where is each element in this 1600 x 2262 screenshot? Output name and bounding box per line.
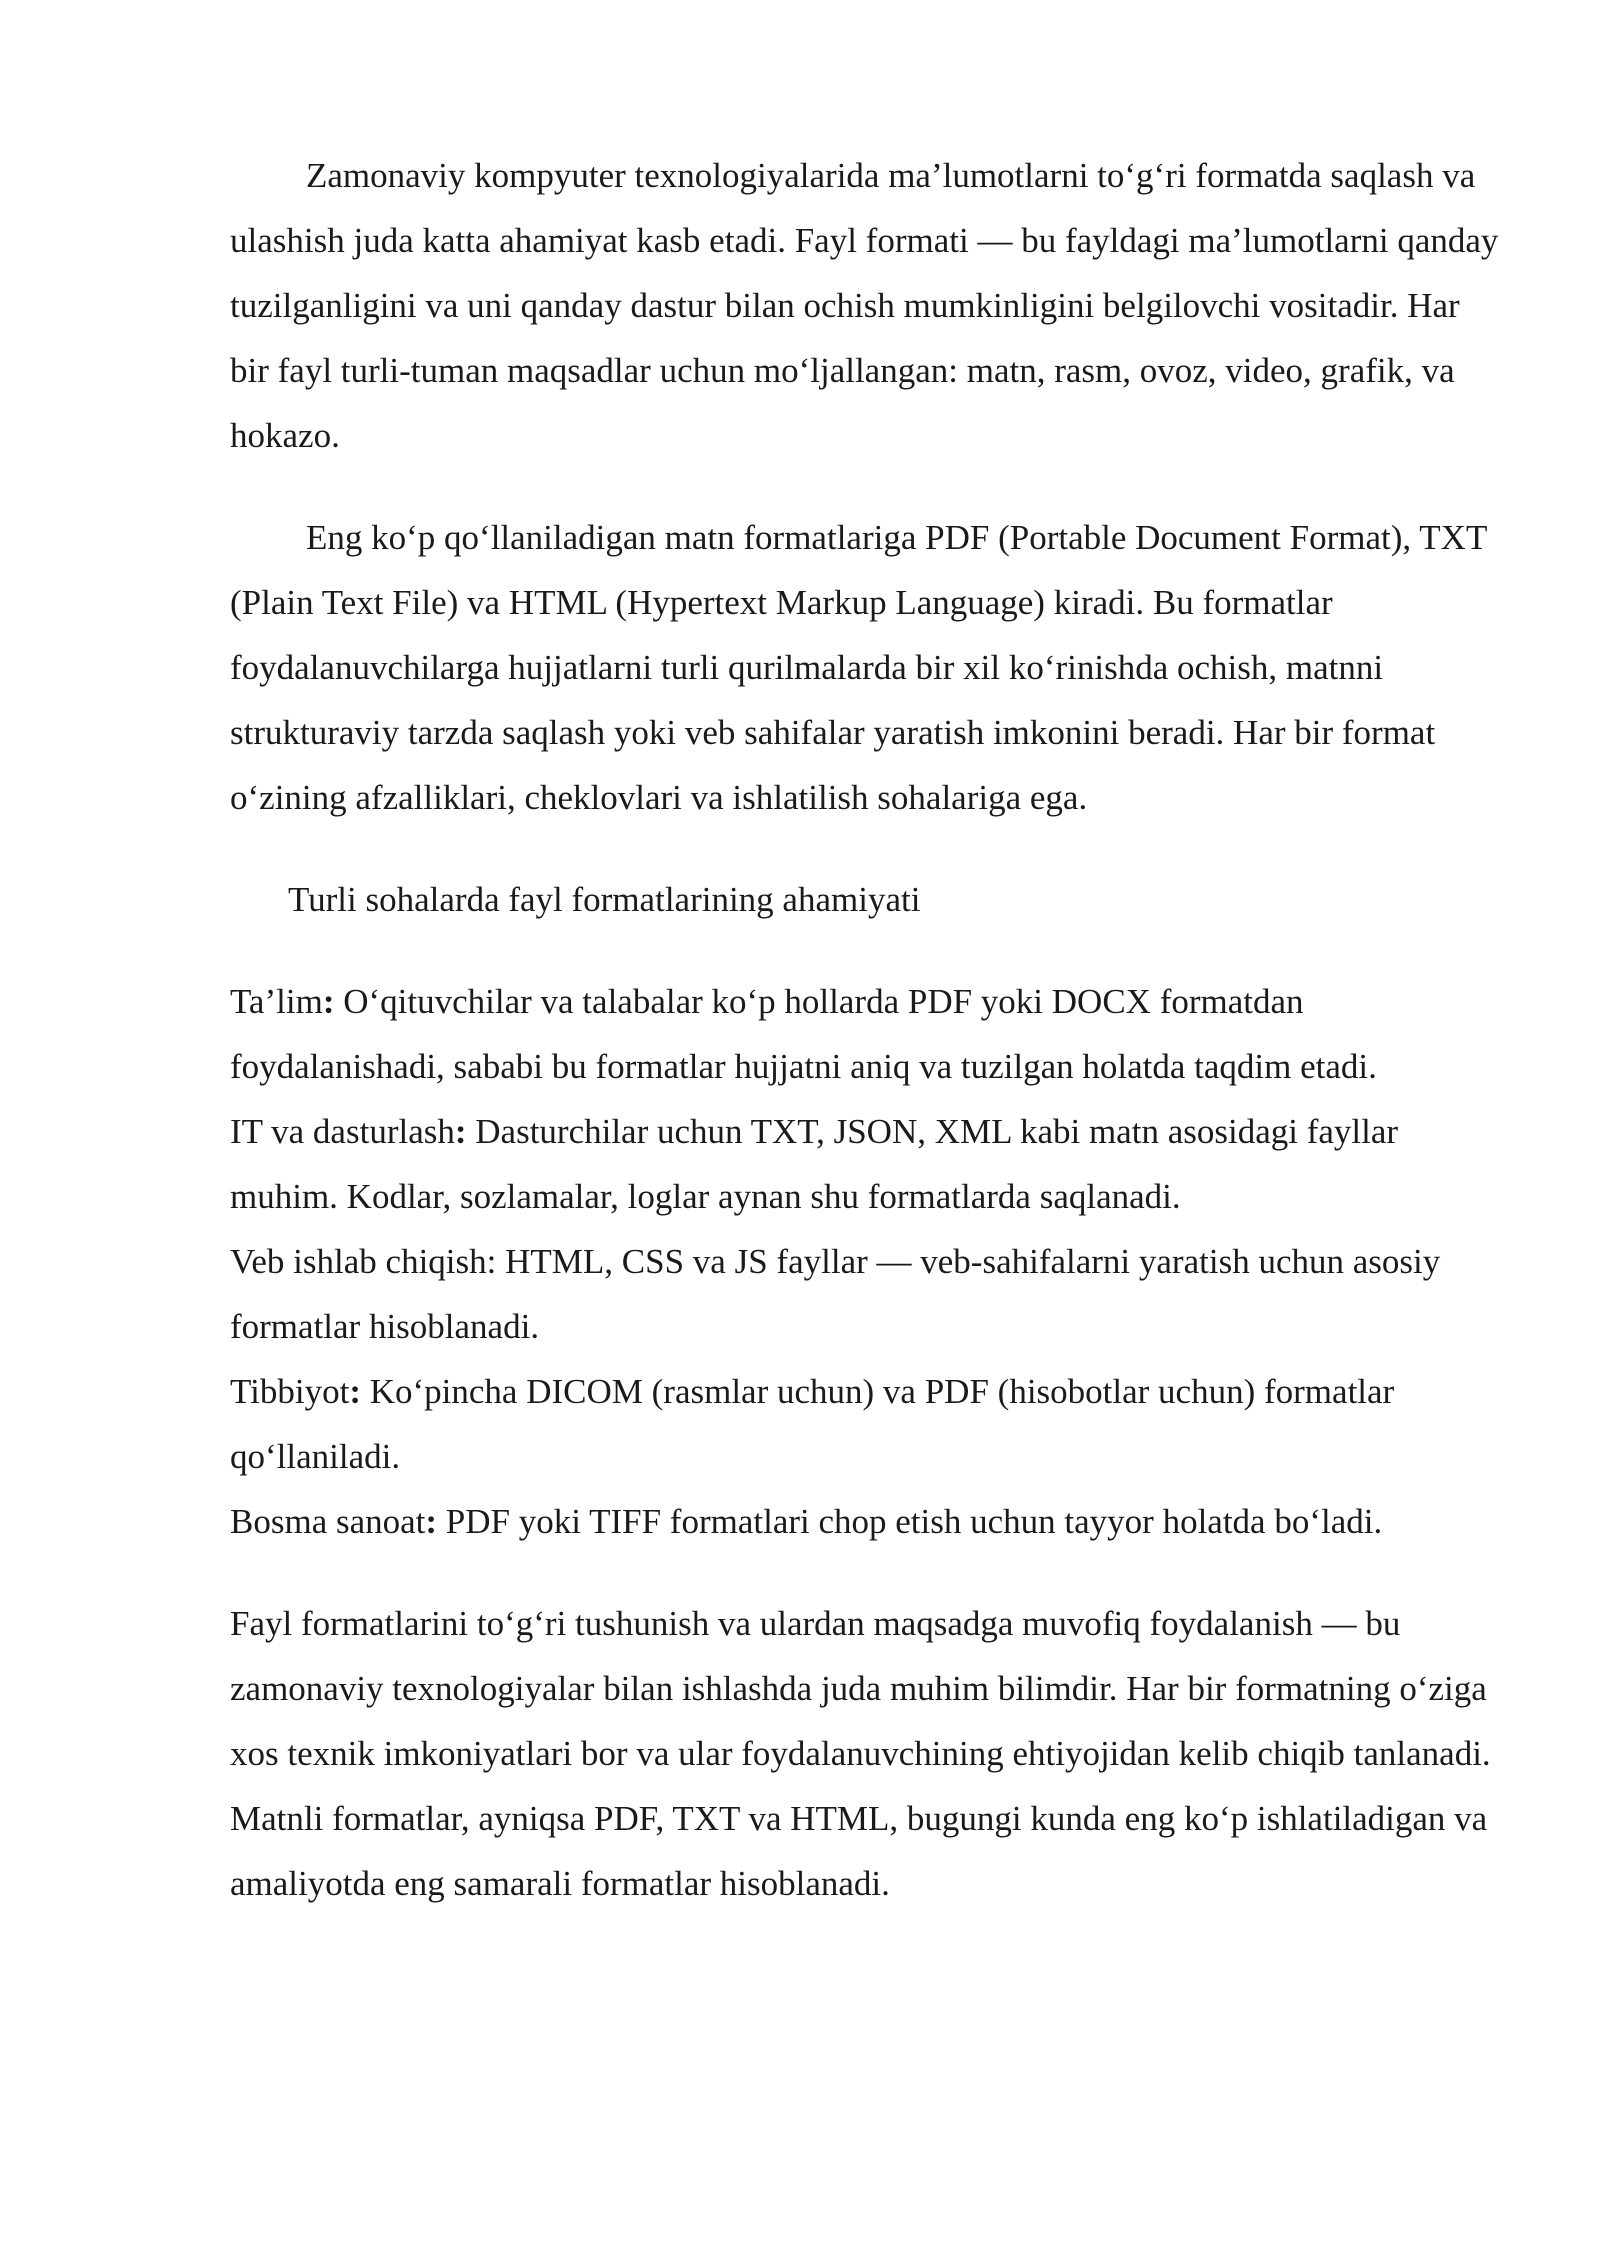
conclusion-paragraph: Fayl formatlarini to‘g‘ri tushunish va ulardan maqsadga muvofiq foydalanish — bu zamonaviy texnologiyalar bilan ishlashda juda muhim bilimdir. Har bir formatning o‘ziga xos texnik imkoniyatlari bor va ular foydalanuvchining ehtiyojidan kelib chiqib tanlanadi. Matnli formatlar, ayniqsa PDF, TXT va HTML, bugungi kunda eng ko‘p ishlatiladigan va amaliyotda eng samarali formatlar hisoblanadi. <box>230 1604 1491 1903</box>
list-item-text: Dasturchilar uchun TXT, JSON, XML kabi matn asosidagi fayllar muhim. Kodlar, sozlamalar, loglar aynan shu formatlarda saqlanadi. <box>230 1112 1399 1216</box>
list-item-education <box>230 969 1500 1099</box>
list-item-it <box>230 1099 1500 1229</box>
list-item-text: Ko‘pincha DICOM (rasmlar uchun) va PDF (hisobotlar uchun) formatlar qo‘llaniladi. <box>230 1372 1395 1476</box>
intro-paragraph: Zamonaviy kompyuter texnologiyalarida ma’lumotlarni to‘g‘ri formatda saqlash va ulashish juda katta ahamiyat kasb etadi. Fayl formati — bu fayldagi ma’lumotlarni qanday tuzilganligini va uni qanday dastur bilan ochish mumkinligini belgilovchi vositadir. Har bir fayl turli-tuman maqsadlar uchun mo‘ljallangan: matn, rasm, ovoz, video, grafik, va hokazo. <box>230 156 1499 455</box>
list-item-label: Veb ishlab chiqish <box>230 1242 487 1281</box>
section-subheading: Turli sohalarda fayl formatlarining ahamiyati <box>288 880 921 919</box>
list-item-label: Ta’lim <box>230 982 323 1021</box>
list-item-colon: : <box>322 982 335 1021</box>
list-item-medicine <box>230 1359 1500 1489</box>
document-body <box>230 143 1500 1916</box>
list-item-text: PDF yoki TIFF formatlari chop etish uchun tayyor holatda bo‘ladi. <box>437 1502 1383 1541</box>
list-item-web <box>230 1229 1500 1359</box>
list-item-text: HTML, CSS va JS fayllar — veb-sahifalarni yaratish uchun asosiy formatlar hisoblanadi. <box>230 1242 1441 1346</box>
text-formats-paragraph: Eng ko‘p qo‘llaniladigan matn formatlariga PDF (Portable Document Format), TXT (Plain Text File) va HTML (Hypertext Markup Language) kiradi. Bu formatlar foydalanuvchilarga hujjatlarni turli qurilmalarda bir xil ko‘rinishda ochish, matnni strukturaviy tarzda saqlash yoki veb sahifalar yaratish imkonini beradi. Har bir format o‘zining afzalliklari, cheklovlari va ishlatilish sohalariga ega. <box>230 518 1487 817</box>
list-item-colon: : <box>454 1112 467 1151</box>
list-item-colon: : <box>349 1372 361 1411</box>
list-item-printing <box>230 1489 1500 1554</box>
fields-list <box>230 969 1500 1554</box>
list-item-colon: : <box>425 1502 438 1541</box>
list-item-label: Bosma sanoat <box>230 1502 426 1541</box>
list-item-label: Tibbiyot <box>230 1372 350 1411</box>
list-item-text: O‘qituvchilar va talabalar ko‘p hollarda PDF yoki DOCX formatdan foydalanishadi, sababi bu formatlar hujjatni aniq va tuzilgan holatda taqdim etadi. <box>230 982 1377 1086</box>
list-item-colon: : <box>486 1242 497 1281</box>
list-item-label: IT va dasturlash <box>230 1112 455 1151</box>
